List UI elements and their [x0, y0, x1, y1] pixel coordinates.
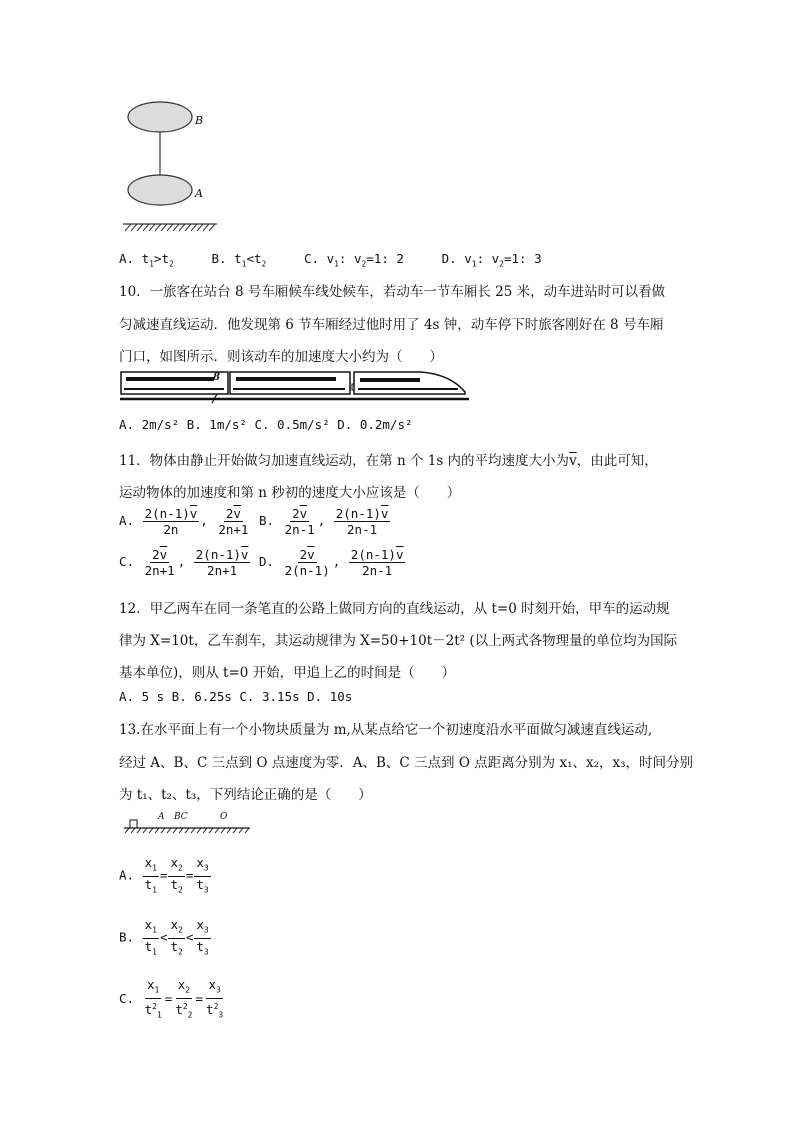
q11-a-frac-1: $\frac{2(n-1)\overline{v}}{2n}$ [144, 506, 198, 537]
track-label-o: O [220, 812, 228, 822]
q11-line-2: 运动物体的加速度和第 n 秒初的速度大小应该是（ ） [119, 485, 461, 501]
q11-line-1: 11．物体由静止开始做匀加速直线运动，在第 n 个 1s 内的平均速度大小为$\overline{v}$，由此可知， [119, 453, 658, 469]
q10-line-3: 门口，如图所示．则该动车的加速度大小约为（ ） [119, 349, 443, 365]
q10-line-1: 10．一旅客在站台 8 号车厢候车线处候车，若动车一节车厢长 25 米，动车进站时可以看做 [119, 284, 666, 300]
q12-line-2: 律为 X=10t，乙车刹车，其运动规律为 X=50+10t－2t² (以上两式各物理量的单位均为国际 [119, 633, 678, 649]
q12-line-1: 12．甲乙两车在同一条笔直的公路上做同方向的直线运动，从 t=0 时刻开始，甲车的运动规 [119, 601, 670, 617]
q12-options: A. 5 s B. 6.25s C. 3.15s D. 10s [119, 689, 353, 704]
label-a: A [195, 187, 203, 200]
body-a-ellipse [128, 175, 192, 205]
q11-option-a-b: A. $\frac{2(n-1)\overline{v}}{2n}$ , $\frac{2\overline{v}}{2n+1}$ B. $\frac{2\overline{v}}{2n-1}$ , $\frac{2(n-1)\overline{v}}{2n-1}$ [119, 506, 389, 537]
q11-a-frac-2: $\frac{2\overline{v}}{2n+1}$ [218, 506, 249, 537]
q13-line-1: 13.在水平面上有一个小物块质量为 m,从某点给它一个初速度沿水平面做匀减速直线运动, [119, 722, 653, 738]
train-car-label: 8 [213, 372, 220, 383]
q12-line-3: 基本单位)，则从 t=0 开始，甲追上乙的时间是（ ） [119, 665, 456, 681]
q13-line-3: 为 t₁、t₂、t₃，下列结论正确的是（ ） [119, 787, 372, 803]
q13-option-c: C. $\frac{x_1}{t^2_1}$ = $\frac{x_2}{t^2_2}$ = $\frac{x_3}{t^2_3}$ [119, 977, 224, 1020]
q9-option-a: A. $t_1>t_2$ [119, 251, 174, 269]
small-block [130, 820, 137, 828]
q11-d-frac-2: $\frac{2(n-1)\overline{v}}{2n-1}$ [350, 547, 404, 578]
track-label-bc: BC [174, 812, 188, 822]
track-label-a: A [158, 812, 165, 822]
train-figure [120, 370, 470, 404]
q13-option-b: B. $\frac{x_1}{t_1}$ < $\frac{x_2}{t_2}$ < $\frac{x_3}{t_3}$ [119, 917, 209, 956]
figure-two-bodies [115, 95, 225, 240]
q10-line-2: 匀减速直线运动．他发现第 6 节车厢经过他时用了 4s 钟，动车停下时旅客刚好在 8 号车厢 [119, 317, 664, 333]
q9-option-b: B. $t_1<t_2$ [211, 251, 267, 269]
label-b: B [195, 114, 204, 127]
q11-c-frac-2: $\frac{2(n-1)\overline{v}}{2n+1}$ [195, 547, 249, 578]
q11-b-frac-1: $\frac{2\overline{v}}{2n-1}$ [284, 506, 315, 537]
q13-option-a: A. $\frac{x_1}{t_1}$ = $\frac{x_2}{t_2}$ = $\frac{x_3}{t_3}$ [119, 855, 209, 894]
q11-d-frac-1: $\frac{2\overline{v}}{2(n-1)}$ [284, 547, 330, 578]
q10-options: A. 2m/s² B. 1m/s² C. 0.5m/s² D. 0.2m/s² [119, 417, 413, 432]
q11-option-c-d: C. $\frac{2\overline{v}}{2n+1}$ , $\frac{2(n-1)\overline{v}}{2n+1}$ D. $\frac{2\overline{v}}{2(n-1)}$ , $\frac{2(n-1)\overline{v}}{2n-1}$ [119, 547, 404, 578]
body-b-ellipse [128, 102, 192, 132]
q9-options [119, 251, 542, 269]
q11-c-frac-1: $\frac{2\overline{v}}{2n+1}$ [144, 547, 175, 578]
ground-hatching [125, 224, 215, 231]
q9-option-c: C. $v_1$: $v_2=1$: 2 [303, 251, 404, 269]
q9-option-d: D. $v_1$: $v_2=1$: 3 [441, 251, 542, 269]
q11-b-frac-2: $\frac{2(n-1)\overline{v}}{2n-1}$ [335, 506, 389, 537]
q13-line-2: 经过 A、B、C 三点到 O 点速度为零．A、B、C 三点到 O 点距离分别为 x₁、x₂，x₃，时间分别 [119, 755, 694, 771]
